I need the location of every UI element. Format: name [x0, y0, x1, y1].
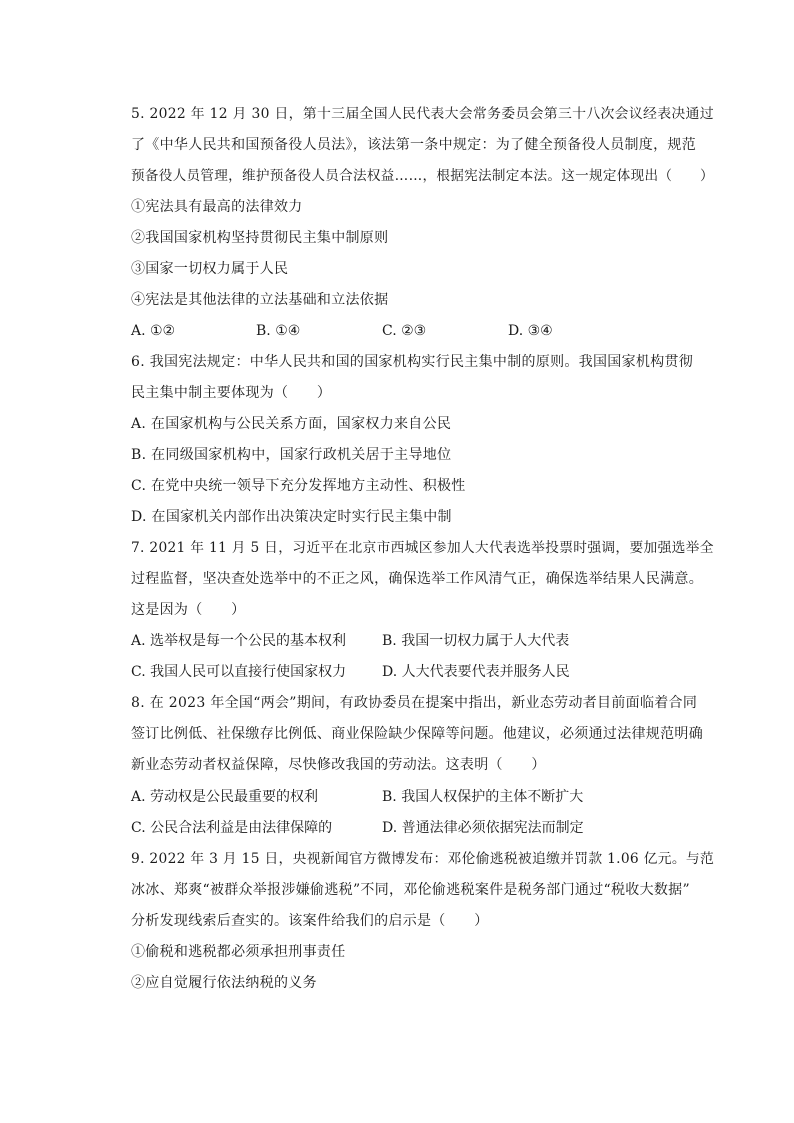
q8-option-b: B. 我国人权保护的主体不断扩大 [382, 789, 584, 805]
q7-option-b: B. 我国一切权力属于人大代表 [382, 633, 570, 649]
q9-statement-2: ②应自觉履行依法纳税的义务 [131, 975, 317, 991]
q8-stem-line-1: 8. 在 2023 年全国“两会”期间，有政协委员在提案中指出，新业态劳动者目前面临着合同 [131, 695, 698, 711]
q5-stem-line-1: 5. 2022 年 12 月 30 日，第十三届全国人民代表大会常务委员会第三十八次会议经表决通过 [131, 106, 714, 122]
q5-stem-line-3: 预备役人员管理，维护预备役人员合法权益……，根据宪法制定本法。这一规定体现出（ ） [131, 168, 714, 184]
q8-option-c: C. 公民合法利益是由法律保障的 [131, 820, 333, 836]
q6-option-b: B. 在同级国家机构中，国家行政机关居于主导地位 [131, 447, 452, 463]
q5-statement-1: ①宪法具有最高的法律效力 [131, 199, 303, 215]
q6-stem-line-1: 6. 我国宪法规定：中华人民共和国的国家机构实行民主集中制的原则。我国国家机构贯彻 [131, 354, 694, 370]
q6-option-c: C. 在党中央统一领导下充分发挥地方主动性、积极性 [131, 478, 466, 494]
q5-option-c: C. ②③ [382, 323, 427, 339]
q5-statement-3: ③国家一切权力属于人民 [131, 261, 289, 277]
q7-stem-line-2: 过程监督，坚决查处选举中的不正之风，确保选举工作风清气正，确保选举结果人民满意。 [131, 571, 703, 587]
q8-stem-line-3: 新业态劳动者权益保障，尽快修改我国的劳动法。这表明（ ） [131, 757, 546, 773]
q9-stem-line-1: 9. 2022 年 3 月 15 日，央视新闻官方微博发布：邓伦偷逃税被追缴并罚款 1.06 亿元。与范 [131, 851, 715, 867]
q6-option-a: A. 在国家机构与公民关系方面，国家权力来自公民 [131, 416, 452, 432]
q6-option-d: D. 在国家机关内部作出决策决定时实行民主集中制 [131, 509, 452, 525]
q7-option-d: D. 人大代表要代表并服务人民 [382, 664, 570, 680]
q9-stem-line-3: 分析发现线索后查实的。该案件给我们的启示是（ ） [131, 913, 489, 929]
q8-option-d: D. 普通法律必须依据宪法而制定 [382, 820, 584, 836]
q9-stem-line-2: 冰冰、郑爽“被群众举报涉嫌偷逃税”不同，邓伦偷逃税案件是税务部门通过“税收大数据” [131, 882, 690, 898]
q5-statement-4: ④宪法是其他法律的立法基础和立法依据 [131, 292, 389, 308]
q8-option-a: A. 劳动权是公民最重要的权利 [131, 789, 319, 805]
q7-stem-line-3: 这是因为（ ） [131, 602, 246, 618]
q5-stem-line-2: 了《中华人民共和国预备役人员法》，该法第一条中规定：为了健全预备役人员制度，规范 [131, 137, 696, 153]
q7-option-c: C. 我国人民可以直接行使国家权力 [131, 664, 347, 680]
q5-option-d: D. ③④ [508, 323, 553, 339]
q5-statement-2: ②我国国家机构坚持贯彻民主集中制原则 [131, 230, 389, 246]
q7-stem-line-1: 7. 2021 年 11 月 5 日，习近平在北京市西城区参加人大代表选举投票时强调，要加强选举全 [131, 540, 714, 556]
q5-option-b: B. ①④ [256, 323, 301, 339]
q9-statement-1: ①偷税和逃税都必须承担刑事责任 [131, 944, 346, 960]
q8-stem-line-2: 签订比例低、社保缴存比例低、商业保险缺少保障等问题。他建议，必须通过法律规范明确 [131, 726, 703, 742]
q5-option-a: A. ①② [131, 323, 176, 339]
q7-option-a: A. 选举权是每一个公民的基本权利 [131, 633, 347, 649]
q6-stem-line-2: 民主集中制主要体现为（ ） [131, 385, 332, 401]
